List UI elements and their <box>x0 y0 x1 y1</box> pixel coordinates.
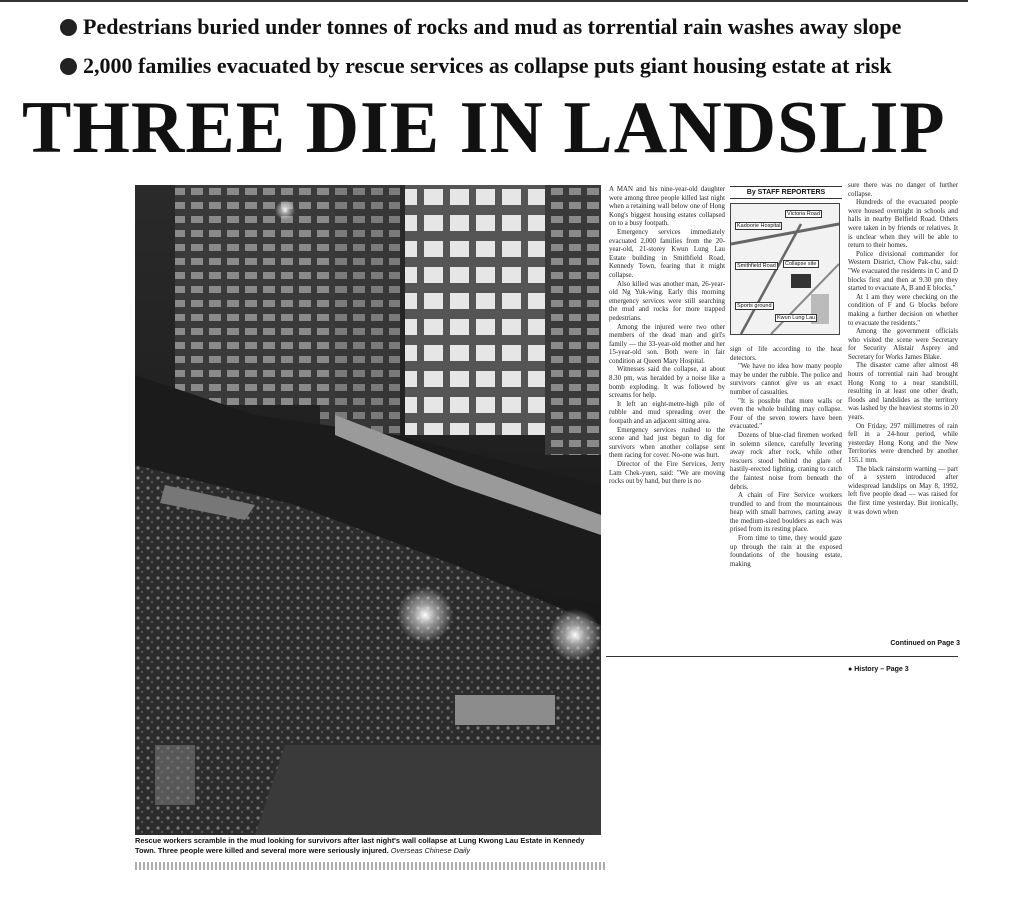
subheadline-2 <box>60 53 892 79</box>
map-label: Sports ground <box>737 303 772 309</box>
caption-rule <box>135 862 605 870</box>
headline: THREE DIE IN LANDSLIP <box>22 87 946 169</box>
subheadline-1-text: Pedestrians buried under tonnes of rocks and mud as torrential rain washes away slope <box>83 14 902 39</box>
map-label: Collapse site <box>785 261 817 267</box>
bullet-icon <box>60 19 77 36</box>
paragraph: "It is possible that more walls or even the whole building may collapse. Four of the seven towers have been evacuated." <box>730 397 842 431</box>
paragraph: At 1 am they were checking on the condition of F and G blocks before making a further decision on whether to evacuate the residents." <box>848 293 958 327</box>
news-photo-image <box>135 185 601 835</box>
paragraph: The black rainstorm warning — part of a system introduced after widespread landslips on May 8, 1992, left five people dead — was raised for the first time yesterday. But ironically, it was down when <box>848 465 958 516</box>
paragraph: Witnesses said the collapse, at about 8.30 pm, was heralded by a noise like a bomb exploding. It was followed by screams for help. <box>609 366 725 400</box>
paragraph: Emergency services immediately evacuated 2,000 families from the 20-year-old, 21-storey Kwun Lung Lau Estate building in Smithfield Road, Kennedy Town, fearing that it might collapse. <box>609 228 725 279</box>
subheadline-2-text: 2,000 families evacuated by rescue services as collapse puts giant housing estate at risk <box>83 53 892 78</box>
paragraph: A MAN and his nine-year-old daughter were among three people killed last night when a retaining wall below one of Hong Kong's biggest housing estates collapsed on to a busy footpath. <box>609 186 725 228</box>
arrow-icon: ● <box>848 666 853 673</box>
continued-note <box>848 640 960 647</box>
caption-text: Rescue workers scramble in the mud looking for survivors after last night's wall collapse at Lung Kwong Lau Estate in Kennedy Town. Three people were killed and several more were seriously injured. <box>135 836 585 855</box>
paragraph: Among the government officials who visited the scene were Secretary for Security Alistair Asprey and Secretary for Works James Blake. <box>848 328 958 361</box>
byline-map-box <box>730 186 842 342</box>
article-bottom-rule <box>606 656 958 657</box>
map-label: Smithfield Road <box>737 263 776 269</box>
news-photo <box>135 185 601 835</box>
paragraph: Among the injured were two other members of the dead man and girl's family — the 33-year-old mother and her 15-year-old son. Both were in fair condition at Queen Mary Hospital. <box>609 323 725 365</box>
top-rule <box>0 0 968 2</box>
map-label: Kwun Lung Lau <box>777 315 816 321</box>
photo-caption <box>135 836 601 856</box>
history-text: History – Page 3 <box>854 666 909 673</box>
paragraph: Director of the Fire Services, Jerry Lam Chek-yuen, said: "We are moving rocks out by hand, but there is no <box>609 461 725 486</box>
paragraph: A chain of Fire Service workers trundled to and from the mountainous heap with small barrows, carting away the medium-sized boulders as each was prised from its resting place. <box>730 492 842 534</box>
paragraph: Hundreds of the evacuated people were housed overnight in schools and halls in nearby Belfield Road. Others were taken in by friends or relatives. It is unclear when they will be able to return to their homes. <box>848 199 958 250</box>
subheadline-1 <box>60 14 901 40</box>
map-label: Kadoorie Hospital <box>737 223 781 229</box>
paragraph: Emergency services rushed to the scene and had just begun to dig for survivors when another collapse sent them racing for cover. No-one was hurt. <box>609 426 725 460</box>
paragraph: Dozens of blue-clad firemen worked in solemn silence, carefully levering away rock after rock, while other rescuers stood behind the glare of hastily-erected lighting, craning to catch the faintest noise from beneath the debris. <box>730 431 842 491</box>
bullet-icon <box>60 58 77 75</box>
history-reference <box>848 666 909 673</box>
paragraph: It left an eight-metre-high pile of rubble and mud spreading over the footpath and an adjacent sitting area. <box>609 400 725 426</box>
paragraph: Also killed was another man, 26-year-old Ng Yuk-wing. Early this morning emergency services were still searching the mud and rocks for more trapped pedestrians. <box>609 280 725 322</box>
paragraph: sure there was no danger of further collapse. <box>848 182 958 198</box>
article-column-1 <box>609 186 725 656</box>
byline: By STAFF REPORTERS <box>730 186 842 199</box>
article-column-2 <box>730 346 842 656</box>
location-map <box>730 203 840 335</box>
article-column-3 <box>848 182 958 637</box>
paragraph: "We have no idea how many people may be under the rubble. The police and survivors cannot give us an exact number of casualties. <box>730 363 842 396</box>
continued-text: Continued on Page 3 <box>890 640 960 647</box>
paragraph: Police divisional commander for Western District, Chow Pak-chu, said: "We evacuated the residents in C and D blocks first and then at 9.30 pm they started to evacuate A, B and E blocks." <box>848 250 958 293</box>
paragraph: The disaster came after almost 48 hours of torrential rain had brought Hong Kong to a near standstill, resulting in at least one other death, floods and landslides as the territory was lashed by the heaviest storms in 20 years. <box>848 362 958 422</box>
paragraph: From time to time, they would gaze up through the rain at the exposed foundations of the housing estate, making <box>730 535 842 568</box>
map-label: Victoria Road <box>787 211 820 217</box>
paragraph: On Friday, 297 millimetres of rain fell in a 24-hour period, while yesterday Hong Kong and the New Territories were drenched by another 155.1 mm. <box>848 422 958 464</box>
paragraph: sign of life according to the heat detectors. <box>730 346 842 362</box>
photo-credit: Overseas Chinese Daily <box>390 846 471 855</box>
